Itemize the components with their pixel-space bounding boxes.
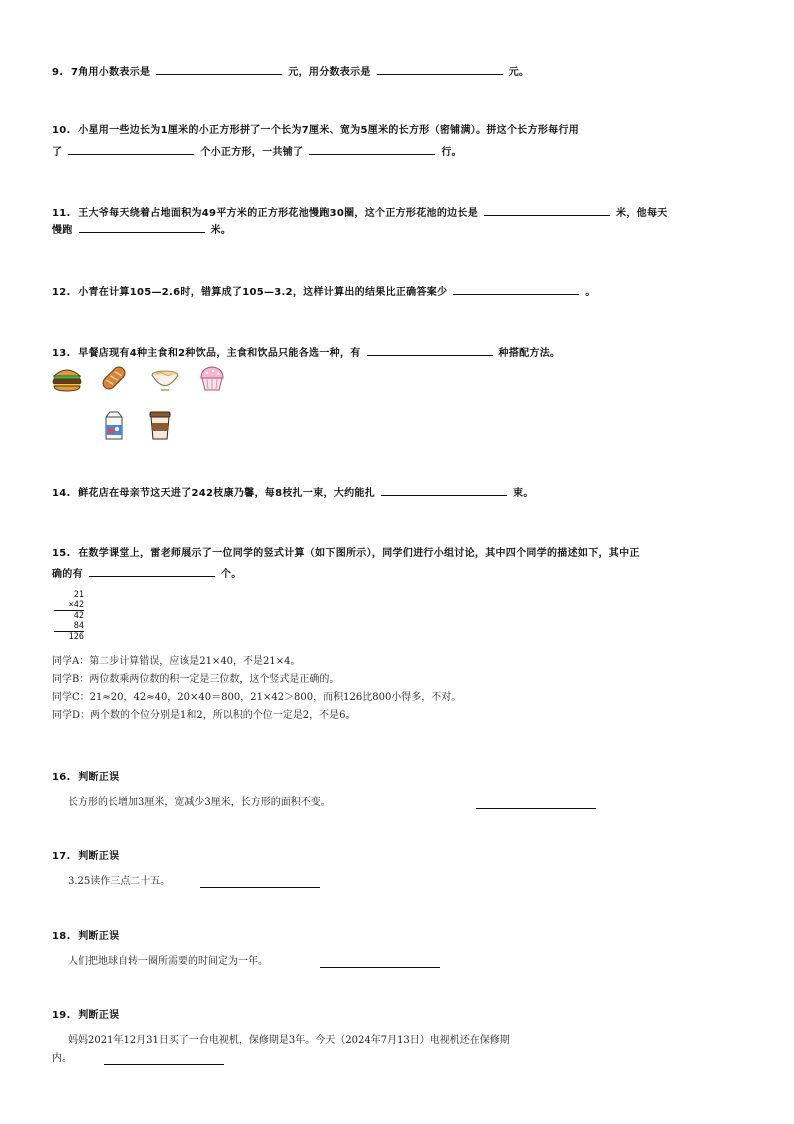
question-17: 17. 判断正误	[52, 851, 120, 862]
question-18: 18. 判断正误	[52, 931, 120, 942]
answer-blank[interactable]	[377, 64, 503, 75]
question-19-text-line2: 内。	[52, 1053, 72, 1064]
hamburger-icon	[50, 362, 84, 394]
answer-blank[interactable]	[367, 345, 493, 356]
answer-blank[interactable]	[484, 205, 610, 216]
question-11: 11. 王大爷每天绕着占地面积为49平方米的正方形花池慢跑30圈，这个正方形花池的边长是 米，他每天	[52, 205, 668, 221]
student-d-statement: 同学D：两个数的个位分别是1和2，所以积的个位一定是2，不是6。	[52, 710, 356, 721]
question-19-text: 妈妈2021年12月31日买了一台电视机，保修期是3年。今天（2024年7月13日）电视机还在保修期	[68, 1035, 510, 1046]
coffee-cup-icon	[143, 409, 177, 441]
student-c-statement: 同学C：21≈20，42≈40，20×40＝800，21×42＞800，而积126比800小得多，不对。	[52, 692, 462, 703]
question-12: 12. 小青在计算105—2.6时，错算成了105—3.2，这样计算出的结果比正确答案少 。	[52, 284, 596, 300]
noodle-bowl-icon	[148, 362, 182, 394]
answer-blank[interactable]	[453, 284, 579, 295]
student-b-statement: 同学B：两位数乘两位数的积一定是三位数，这个竖式是正确的。	[52, 674, 340, 685]
question-11-line2: 慢跑 米。	[52, 222, 231, 238]
student-a-statement: 同学A：第二步计算错误，应该是21×40，不是21×4。	[52, 656, 301, 667]
question-15-line2: 确的有 个。	[52, 566, 242, 582]
question-15: 15. 在数学课堂上，雷老师展示了一位同学的竖式计算（如下图所示），同学们进行小组讨论，其中四个同学的描述如下，其中正	[52, 548, 640, 559]
answer-blank[interactable]	[68, 144, 194, 155]
question-9: 9. 7角用小数表示是 元，用分数表示是 元。	[52, 64, 529, 80]
vertical-calculation: 21 ×42 42 84 126	[54, 590, 84, 642]
question-18-text: 人们把地球自转一圈所需要的时间定为一年。	[68, 956, 268, 967]
cupcake-icon	[195, 362, 229, 394]
answer-blank[interactable]	[200, 875, 320, 888]
question-16: 16. 判断正误	[52, 772, 120, 783]
answer-blank[interactable]	[79, 222, 205, 233]
question-19: 19. 判断正误	[52, 1010, 120, 1021]
milk-carton-icon	[97, 409, 131, 441]
answer-blank[interactable]	[320, 955, 440, 968]
answer-blank[interactable]	[89, 566, 215, 577]
answer-blank[interactable]	[156, 64, 282, 75]
question-13: 13. 早餐店现有4种主食和2种饮品，主食和饮品只能各选一种，有 种搭配方法。	[52, 345, 560, 361]
answer-blank[interactable]	[309, 144, 435, 155]
question-16-text: 长方形的长增加3厘米，宽减少3厘米，长方形的面积不变。	[68, 797, 331, 808]
question-17-text: 3.25读作三点二十五。	[68, 876, 171, 887]
answer-blank[interactable]	[104, 1052, 224, 1065]
question-14: 14. 鲜花店在母亲节这天进了242枝康乃馨，每8枝扎一束，大约能扎 束。	[52, 485, 534, 501]
question-10-line2: 了 个小正方形，一共铺了 行。	[52, 144, 462, 160]
question-10: 10. 小星用一些边长为1厘米的小正方形拼了一个长为7厘米、宽为5厘米的长方形（密铺满）。拼这个长方形每行用	[52, 125, 580, 136]
answer-blank[interactable]	[381, 485, 507, 496]
answer-blank[interactable]	[476, 796, 596, 809]
bread-icon	[97, 362, 131, 394]
